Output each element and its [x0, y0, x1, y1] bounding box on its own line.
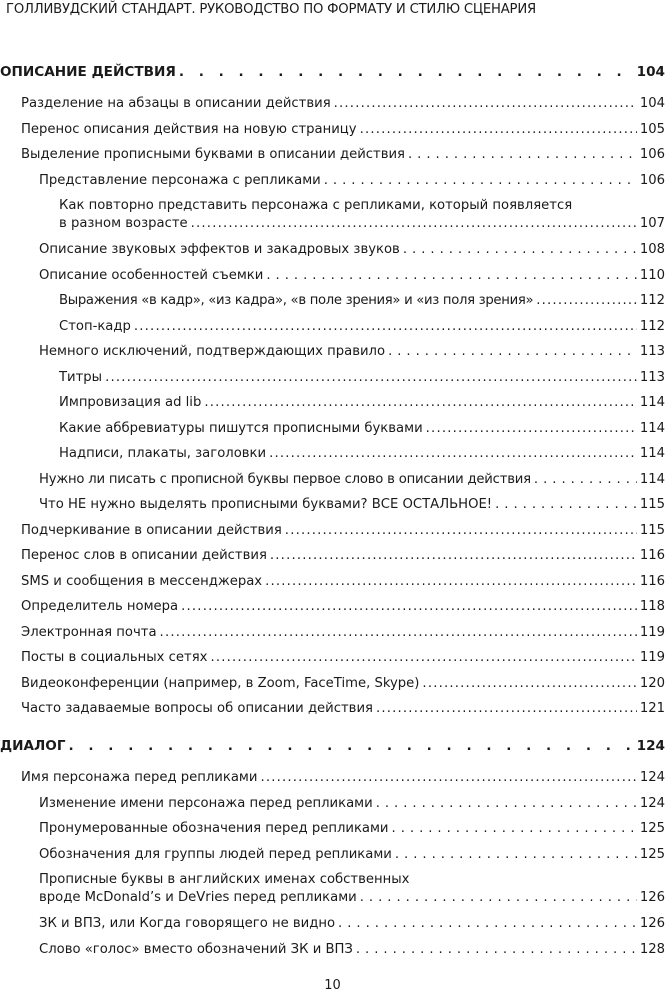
toc-page-number: 106 — [639, 173, 665, 188]
toc-entry[interactable] — [21, 522, 665, 540]
toc-entry[interactable] — [59, 394, 665, 412]
toc-page-number: 115 — [639, 497, 665, 512]
toc-page-number: 114 — [639, 395, 665, 410]
dot-leader — [388, 343, 637, 361]
toc-entry[interactable] — [39, 846, 665, 864]
dot-leader — [285, 522, 637, 540]
toc-entry[interactable] — [39, 915, 665, 933]
toc-entry-title: Титры — [59, 370, 103, 385]
toc-entry-title: Часто задаваемые вопросы об описании действия — [21, 701, 373, 716]
toc-entry-title: Определитель номера — [21, 599, 179, 614]
toc-entry-title: Что НЕ нужно выделять прописными буквами? ВСЕ ОСТАЛЬНОЕ! — [39, 497, 493, 512]
toc-entry-title: Выражения «в кадр», «из кадра», «в поле зрения» и «из поля зрения» — [59, 293, 534, 308]
toc-page-number: 106 — [639, 147, 665, 162]
toc-entry-title: Разделение на абзацы в описании действия — [21, 96, 331, 111]
toc-entry[interactable] — [21, 573, 665, 591]
dot-leader — [376, 700, 637, 718]
dot-leader — [338, 915, 637, 933]
toc-page-number: 104 — [639, 96, 665, 111]
page-number: 10 — [324, 978, 341, 993]
toc-page-number: 124 — [636, 738, 665, 754]
dot-leader — [269, 445, 637, 463]
dot-leader — [210, 649, 636, 667]
toc-entry-title-line1: Прописные буквы в английских именах собственных — [39, 872, 410, 887]
toc-entry[interactable] — [39, 941, 665, 959]
dot-leader — [408, 146, 637, 164]
toc-entry-title: Слово «голос» вместо обозначений ЗК и ВПЗ — [39, 942, 353, 957]
toc-entry[interactable] — [39, 343, 665, 361]
toc-entry-title: Немного исключений, подтверждающих правило — [39, 344, 386, 359]
toc-entry-title: Представление персонажа с репликами — [39, 173, 321, 188]
dot-leader — [534, 471, 637, 489]
toc-entry[interactable] — [21, 146, 665, 164]
toc-entry[interactable] — [59, 445, 665, 463]
toc-page-number: 118 — [639, 599, 665, 614]
toc-entry[interactable] — [21, 121, 665, 139]
toc-entry[interactable] — [39, 172, 665, 190]
dot-leader — [105, 369, 637, 387]
toc-entry-title: SMS и сообщения в мессенджерах — [21, 574, 263, 589]
dot-leader — [265, 573, 637, 591]
dot-leader — [324, 172, 637, 190]
toc-page-number: 125 — [639, 821, 665, 836]
toc-entry-title: вроде McDonald’s и DeVries перед репликами — [39, 890, 357, 905]
toc-entry[interactable] — [59, 318, 665, 336]
toc-entry[interactable] — [59, 292, 665, 310]
dot-leader — [360, 121, 637, 139]
toc-entry[interactable] — [21, 598, 665, 616]
toc-page-number: 112 — [639, 293, 665, 308]
dot-leader — [422, 675, 636, 693]
toc-page-number: 114 — [639, 421, 665, 436]
toc-page-number: 121 — [639, 701, 665, 716]
toc-entry-title: Изменение имени персонажа перед репликами — [39, 796, 373, 811]
toc-entry-title: Нужно ли писать с прописной буквы первое слово в описании действия — [39, 472, 531, 487]
dot-leader — [179, 63, 634, 81]
toc-page-number: 115 — [639, 523, 665, 538]
toc-page-number: 116 — [639, 548, 665, 563]
toc-page-number: 116 — [639, 574, 665, 589]
toc-page-number: 124 — [639, 796, 665, 811]
dot-leader — [134, 318, 637, 336]
toc-page-number: 113 — [639, 344, 665, 359]
toc-entry[interactable] — [21, 547, 665, 565]
toc-page-number: 125 — [639, 847, 665, 862]
toc-page-number: 119 — [639, 625, 665, 640]
toc-entry[interactable] — [39, 496, 665, 514]
toc-entry-title: Описание особенностей съемки — [39, 268, 264, 283]
toc-entry-title: Подчеркивание в описании действия — [21, 523, 282, 538]
dot-leader — [360, 889, 637, 907]
toc-page-number: 120 — [639, 676, 665, 691]
dot-leader — [403, 241, 637, 259]
toc-entry-title: Пронумерованные обозначения перед репликами — [39, 821, 389, 836]
toc-chapter[interactable] — [0, 737, 665, 755]
toc-page-number: 107 — [639, 216, 665, 231]
dot-leader — [260, 769, 636, 787]
dot-leader — [495, 496, 637, 514]
toc-entry[interactable] — [39, 820, 665, 838]
toc-entry[interactable] — [21, 769, 665, 787]
toc-entry[interactable] — [59, 369, 665, 387]
toc-page-number: 119 — [639, 650, 665, 665]
toc-page-number: 126 — [639, 916, 665, 931]
dot-leader — [181, 598, 637, 616]
toc-page-number: 128 — [639, 942, 665, 957]
toc-page-number: 113 — [639, 370, 665, 385]
dot-leader — [392, 820, 637, 838]
toc-entry[interactable] — [39, 795, 665, 813]
dot-leader — [536, 292, 637, 310]
toc-entry[interactable] — [21, 649, 665, 667]
dot-leader — [191, 215, 637, 233]
toc-entry-title: Перенос слов в описании действия — [21, 548, 267, 563]
dot-leader — [395, 846, 637, 864]
toc-entry-title: Видеоконференции (например, в Zoom, FaceTime, Skype) — [21, 676, 420, 691]
toc-entry-title: в разном возрасте — [59, 216, 188, 231]
toc-entry-title: Электронная почта — [21, 625, 157, 640]
toc-entry-title: Имя персонажа перед репликами — [21, 770, 258, 785]
dot-leader — [426, 420, 637, 438]
toc-entry[interactable] — [59, 420, 665, 438]
toc-page-number: 112 — [639, 319, 665, 334]
toc-entry[interactable] — [21, 675, 665, 693]
dot-leader — [334, 95, 637, 113]
toc-page-number: 114 — [639, 446, 665, 461]
dot-leader — [356, 941, 637, 959]
dot-leader — [160, 624, 637, 642]
toc-entry[interactable] — [21, 95, 665, 113]
toc-entry-title: Перенос описания действия на новую страницу — [21, 122, 357, 137]
toc-entry-title: Выделение прописными буквами в описании действия — [21, 147, 405, 162]
dot-leader — [270, 547, 637, 565]
toc-page-number: 108 — [639, 242, 665, 257]
toc-entry-title: Импровизация ad lib — [59, 395, 202, 410]
toc-entry-title: ОПИСАНИЕ ДЕЙСТВИЯ — [0, 64, 176, 80]
toc-page-number: 110 — [639, 268, 665, 283]
toc-chapter[interactable] — [0, 63, 665, 81]
toc-entry-title: Надписи, плакаты, заголовки — [59, 446, 267, 461]
toc-entry-title-line1: Как повторно представить персонажа с репликами, который появляется — [59, 198, 573, 213]
toc-page-number: 105 — [639, 122, 665, 137]
toc-entry[interactable] — [39, 471, 665, 489]
toc-entry[interactable] — [39, 267, 665, 285]
running-header: ГОЛЛИВУДСКИЙ СТАНДАРТ. РУКОВОДСТВО ПО ФОРМАТУ И СТИЛЮ СЦЕНАРИЯ — [6, 2, 536, 17]
toc-entry-title: Какие аббревиатуры пишутся прописными буквами — [59, 421, 423, 436]
toc-entry-title: ДИАЛОГ — [0, 738, 66, 754]
toc-entry-title: Описание звуковых эффектов и закадровых звуков — [39, 242, 400, 257]
toc-entry[interactable] — [21, 624, 665, 642]
toc-entry-title: Стоп-кадр — [59, 319, 131, 334]
dot-leader — [204, 394, 637, 412]
toc-page-number: 114 — [639, 472, 665, 487]
toc-entry-title: ЗК и ВПЗ, или Когда говорящего не видно — [39, 916, 336, 931]
toc-entry[interactable] — [21, 700, 665, 718]
toc-entry-title: Обозначения для группы людей перед репликами — [39, 847, 392, 862]
toc-page-number: 104 — [636, 64, 665, 80]
dot-leader — [69, 737, 634, 755]
toc-entry[interactable] — [59, 197, 665, 233]
dot-leader — [376, 795, 637, 813]
toc-entry-title: Посты в социальных сетях — [21, 650, 208, 665]
toc-entry[interactable] — [39, 241, 665, 259]
dot-leader — [266, 267, 637, 285]
toc-entry[interactable] — [39, 871, 665, 907]
toc-page-number: 124 — [639, 770, 665, 785]
toc-page-number: 126 — [639, 890, 665, 905]
